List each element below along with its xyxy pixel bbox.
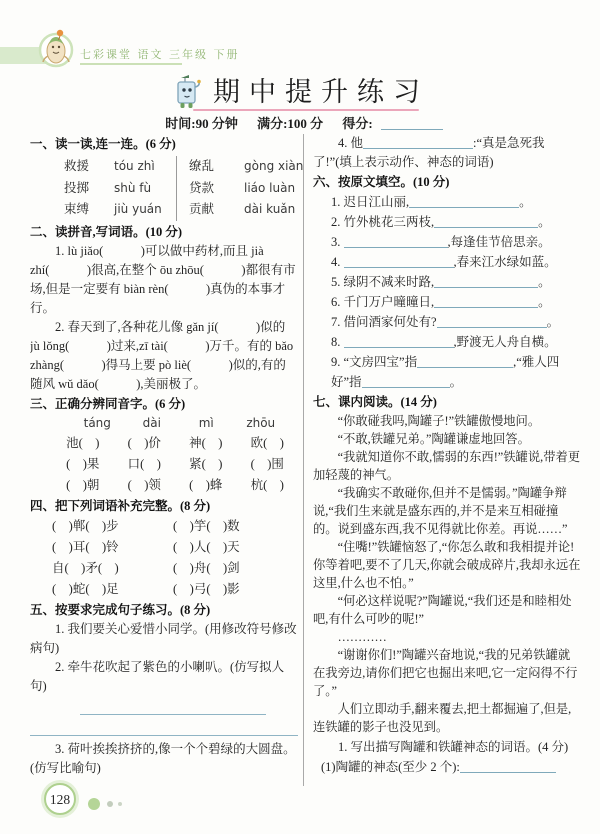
match-word: 束缚 [64, 202, 90, 216]
fill-in-item: 5. 绿阴不减来时路, 。 [331, 275, 551, 289]
brand-underline [80, 63, 182, 65]
idiom-cell: ( )耳( )铃 [52, 539, 119, 554]
meta-time: 时间:90 分钟 [165, 116, 238, 131]
mascot-icon [36, 26, 76, 68]
homophone-cell: 杭( ) [250, 477, 284, 492]
homophone-cell: ( )果 [66, 456, 100, 471]
fill-in-item: 7. 借问酒家何处有? 。 [331, 315, 560, 329]
passage-paragraph: “何必这样说呢?”陶罐说,“我们还是和睦相处吧,有什么可吵的呢!” [313, 594, 572, 626]
sentence-question-3: 3. 荷叶挨挨挤挤的,像一个个碧绿的大圆盘。(仿写比喻句) [30, 741, 296, 775]
worksheet-body [30, 134, 582, 786]
section3-title: 三、正确分辨同音字。(6 分) [30, 396, 186, 411]
answer-blank [434, 295, 538, 308]
right-column [303, 134, 582, 786]
meta-score-label: 得分: [342, 116, 373, 131]
passage-paragraph: “住嘴!”铁罐恼怒了,“你怎么敢和我相提并论! 你等着吧,要不了几天,你就会破成碎片,我却永远在这里,什么也不怕。” [313, 540, 581, 590]
passage-paragraph: “谢谢你们!”陶罐兴奋地说,“我的兄弟铁罐就在我旁边,请你们把它也掘出来吧,它一定闷得不行了。” [313, 648, 578, 698]
answer-blank [344, 255, 454, 268]
answer-line [313, 777, 582, 786]
homophone-cell: 欧( ) [250, 435, 284, 450]
passage-paragraph: 人们立即动手,翻来覆去,把土都掘遍了,但是,连铁罐的影子也没见到。 [313, 702, 572, 734]
title-row [0, 70, 600, 111]
passage-paragraph: “我确实不敢碰你,但并不是懦弱。”陶罐争辩说,“我们生来就是盛东西的,并不是来互相碰撞的。说到盛东西,我不见得就比你差。再说……” [313, 486, 568, 536]
fill-in-item: 8. ,野渡无人舟自横。 [331, 335, 557, 349]
reading-question-1: 1. 写出描写陶罐和铁罐神态的词语。(4 分) [338, 740, 569, 754]
passage-paragraph: “你敢碰我吗,陶罐子!”铁罐傲慢地问。 [337, 414, 541, 428]
homophone-cell: ( )朝 [66, 477, 100, 492]
homophone-pinyin-row [30, 414, 298, 433]
passage-paragraph: “不敢,铁罐兄弟。”陶罐谦虚地回答。 [337, 432, 530, 446]
idiom-grid [30, 516, 298, 600]
answer-line [80, 778, 266, 787]
homophone-cell: ( )围 [250, 456, 284, 471]
homophone-grid [30, 433, 298, 496]
sentence-question-4: 4. 他 :“真是急死我了!”(填上表示动作、神态的词语) [313, 136, 545, 169]
passage-paragraph: “我就知道你不敢,懦弱的东西!”铁罐说,带着更加轻蔑的神气。 [313, 450, 581, 482]
match-word: 贷款 [176, 178, 244, 200]
idiom-cell: ( )郸( )步 [52, 518, 119, 533]
answer-blank [409, 195, 519, 208]
pinyin-label: zhōu [246, 415, 276, 430]
match-pinyin: tóu zhì [114, 159, 155, 173]
answer-blank [363, 136, 473, 149]
idiom-cell: 自( )矛( ) [52, 560, 119, 575]
match-pinyin: gòng xiàn [244, 159, 304, 173]
pinyin-label: táng [83, 415, 111, 430]
match-pinyin: dài kuǎn [244, 202, 296, 216]
homophone-cell: 神( ) [189, 435, 223, 450]
homophone-cell: 紧( ) [189, 456, 223, 471]
answer-line [80, 696, 266, 715]
fill-in-item: 3. ,每逢佳节倍思亲。 [331, 235, 551, 249]
section7-title: 七、课内阅读。(14 分) [313, 395, 437, 409]
robot-icon [171, 73, 203, 111]
match-pinyin: liáo luàn [244, 180, 296, 195]
fill-in-item: 4. ,春来江水绿如蓝。 [331, 255, 557, 269]
homophone-cell: ( )领 [127, 477, 161, 492]
answer-blank [362, 375, 450, 388]
section6-title: 六、按原文填空。(10 分) [313, 175, 450, 189]
match-table [30, 156, 304, 221]
fill-in-item: 2. 竹外桃花三两枝, 。 [331, 215, 551, 229]
left-column [30, 134, 303, 786]
idiom-cell: ( )人( )天 [173, 539, 240, 554]
fill-in-item: 9. “文房四宝”指 ,“雅人四好”指 。 [331, 355, 560, 389]
exam-meta [0, 113, 600, 132]
answer-blank [434, 215, 538, 228]
brand-text: 七彩课堂 语文 三年级 下册 [80, 48, 240, 61]
footer-dot [107, 801, 113, 807]
homophone-cell: 口( ) [127, 456, 161, 471]
meta-fullscore: 满分:100 分 [257, 116, 324, 131]
pinyin-question-2: 2. 春天到了,各种花儿像 gǎn jí( )似的 jù lǒng( )过来,zī tài( )万千。有的 bǎo zhàng( )得马上要 pò liè( )似的,有的随风 wǔ dǎo( ),美丽极了。 [30, 319, 294, 391]
answer-blank [344, 335, 454, 348]
reading-question-1-sub: (1)陶罐的神态(至少 2 个): [313, 757, 582, 777]
footer-dot [88, 798, 100, 810]
match-word: 贡献 [176, 199, 244, 221]
sentence-question-1: 1. 我们要关心爱惜小同学。(用修改符号修改病句) [30, 621, 297, 655]
idiom-cell: ( )竽( )数 [173, 518, 240, 533]
passage-paragraph: ………… [337, 630, 387, 644]
idiom-cell: ( )舟( )剑 [173, 560, 240, 575]
section4-title: 四、把下列词语补充完整。(8 分) [30, 498, 211, 513]
sentence-question-2: 2. 牵牛花吹起了紫色的小喇叭。(仿写拟人句) [30, 659, 285, 693]
page-number: 128 [44, 783, 76, 815]
pinyin-label: dài [142, 415, 161, 430]
section2-title: 二、读拼音,写词语。(10 分) [30, 224, 183, 239]
score-blank [381, 117, 443, 130]
match-word: 投掷 [64, 180, 90, 195]
match-pinyin: shù fù [114, 180, 152, 195]
idiom-cell: ( )蛇( )足 [52, 581, 119, 596]
answer-blank [437, 315, 547, 328]
answer-line [30, 715, 298, 736]
homophone-cell: ( )价 [127, 435, 161, 450]
pinyin-question-1: 1. lù jiǎo( )可以做中药材,而且 jià zhí( )很高,在整个 ōu zhōu( )都很有市场,但是一定要有 biàn rèn( )真伪的本事才行。 [30, 243, 296, 315]
page-title: 期中提升练习 [213, 77, 429, 107]
fill-in-item: 1. 迟日江山丽, 。 [331, 195, 532, 209]
fill-in-item: 6. 千门万户曈曈日, 。 [331, 295, 551, 309]
footer-dot [118, 802, 122, 806]
match-word: 救援 [64, 159, 90, 173]
homophone-cell: 池( ) [66, 435, 100, 450]
answer-blank [434, 275, 538, 288]
match-pinyin: jiù yuán [114, 202, 162, 216]
answer-blank [460, 760, 556, 773]
title-underline [193, 109, 419, 111]
homophone-cell: ( )蜂 [189, 477, 223, 492]
answer-blank [344, 235, 448, 248]
pinyin-label: mì [198, 415, 214, 430]
match-word: 缭乱 [176, 156, 244, 178]
answer-blank [417, 355, 513, 368]
idiom-cell: ( )弓( )影 [173, 581, 240, 596]
section1-title: 一、读一读,连一连。(6 分) [30, 137, 176, 151]
section5-title: 五、按要求完成句子练习。(8 分) [30, 602, 211, 617]
